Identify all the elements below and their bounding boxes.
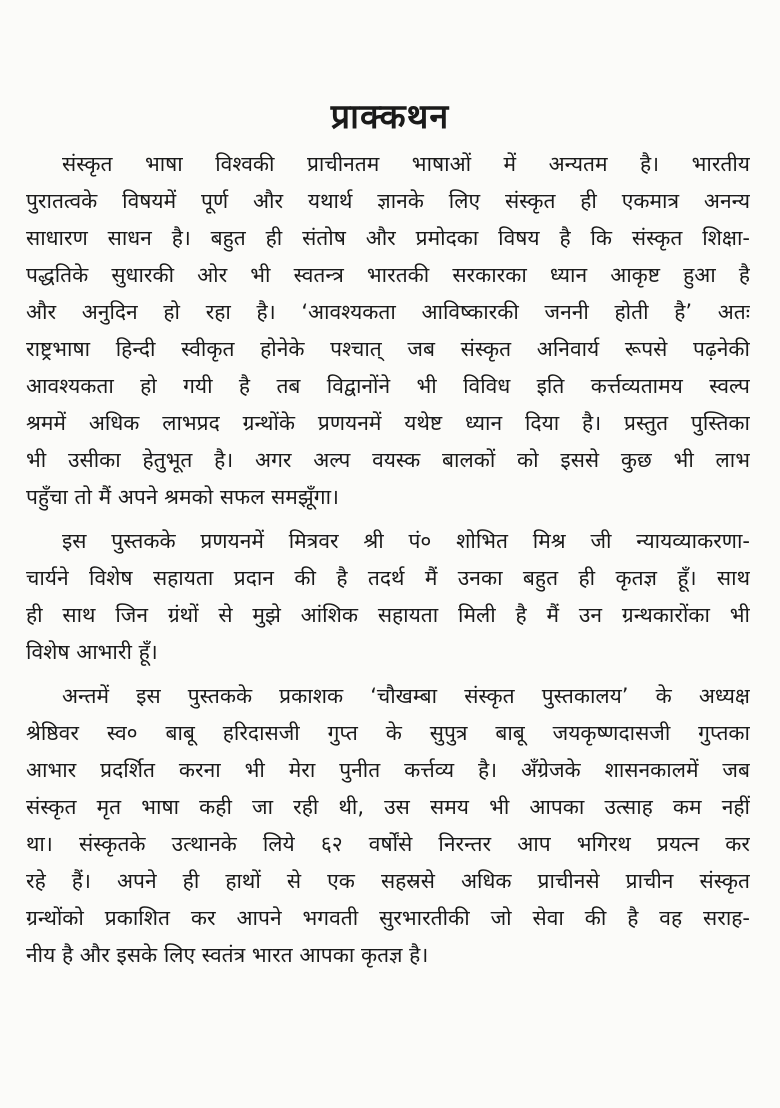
- text-line: पद्धतिके सुधारकी ओर भी स्वतन्त्र भारतकी सरकारका ध्यान आकृष्ट हुआ है: [26, 263, 750, 287]
- text-line: राष्ट्रभाषा हिन्दी स्वीकृत होनेके पश्चात् जब संस्कृत अनिवार्य रूपसे पढ़नेकी: [26, 337, 750, 361]
- text-line: रहे हैं। अपने ही हाथों से एक सहस्रसे अधिक प्राचीनसे प्राचीन संस्कृत: [26, 869, 750, 893]
- text-line: नीय है और इसके लिए स्वतंत्र भारत आपका कृतज्ञ है।: [26, 943, 429, 967]
- text-line: इस पुस्तकके प्रणयनमें मित्रवर श्री पं० शोभित मिश्र जी न्यायव्याकरणा-: [62, 529, 750, 553]
- text-line: संस्कृत मृत भाषा कही जा रही थी, उस समय भी आपका उत्साह कम नहीं: [26, 795, 750, 819]
- text-line: श्रममें अधिक लाभप्रद ग्रन्थोंके प्रणयनमें यथेष्ट ध्यान दिया है। प्रस्तुत पुस्तिका: [26, 411, 750, 435]
- text-line: आभार प्रदर्शित करना भी मेरा पुनीत कर्त्तव्य है। अँग्रेजके शासनकालमें जब: [26, 758, 750, 782]
- text-line: पुरातत्वके विषयमें पूर्ण और यथार्थ ज्ञानके लिए संस्कृत ही एकमात्र अनन्य: [26, 189, 750, 213]
- text-line: और अनुदिन हो रहा है। ‘आवश्यकता आविष्कारकी जननी होती है’ अतः: [26, 300, 750, 324]
- text-line: आवश्यकता हो गयी है तब विद्वानोंने भी विविध इति कर्त्तव्यतामय स्वल्प: [26, 374, 750, 398]
- document-body: [26, 146, 750, 981]
- paragraph: [26, 523, 750, 671]
- text-line: संस्कृत भाषा विश्वकी प्राचीनतम भाषाओं में अन्यतम है। भारतीय: [62, 152, 750, 176]
- text-line: चार्यने विशेष सहायता प्रदान की है तदर्थ मैं उनका बहुत ही कृतज्ञ हूँ। साथ: [26, 566, 750, 590]
- page-title: प्राक्कथन: [330, 97, 450, 137]
- text-line: पहुँचा तो मैं अपने श्रमको सफल समझूँगा।: [26, 485, 339, 509]
- text-line: भी उसीका हेतुभूत है। अगर अल्प वयस्क बालकों को इससे कुछ भी लाभ: [26, 448, 750, 472]
- text-line: साधारण साधन है। बहुत ही संतोष और प्रमोदका विषय है कि संस्कृत शिक्षा-: [26, 226, 750, 250]
- text-line: था। संस्कृतके उत्थानके लिये ६२ वर्षोंसे निरन्तर आप भगिरथ प्रयत्न कर: [26, 832, 750, 856]
- paragraph: [26, 678, 750, 974]
- text-line: अन्तमें इस पुस्तकके प्रकाशक ‘चौखम्बा संस्कृत पुस्तकालय’ के अध्यक्ष: [62, 684, 750, 708]
- text-line: विशेष आभारी हूँ।: [26, 640, 158, 664]
- text-line: श्रेष्ठिवर स्व० बाबू हरिदासजी गुप्त के सुपुत्र बाबू जयकृष्णदासजी गुप्तका: [26, 721, 750, 745]
- text-line: ग्रन्थोंको प्रकाशित कर आपने भगवती सुरभारतीकी जो सेवा की है वह सराह-: [26, 906, 750, 930]
- text-line: ही साथ जिन ग्रंथों से मुझे आंशिक सहायता मिली है मैं उन ग्रन्थकारोंका भी: [26, 603, 750, 627]
- paragraph: [26, 146, 750, 516]
